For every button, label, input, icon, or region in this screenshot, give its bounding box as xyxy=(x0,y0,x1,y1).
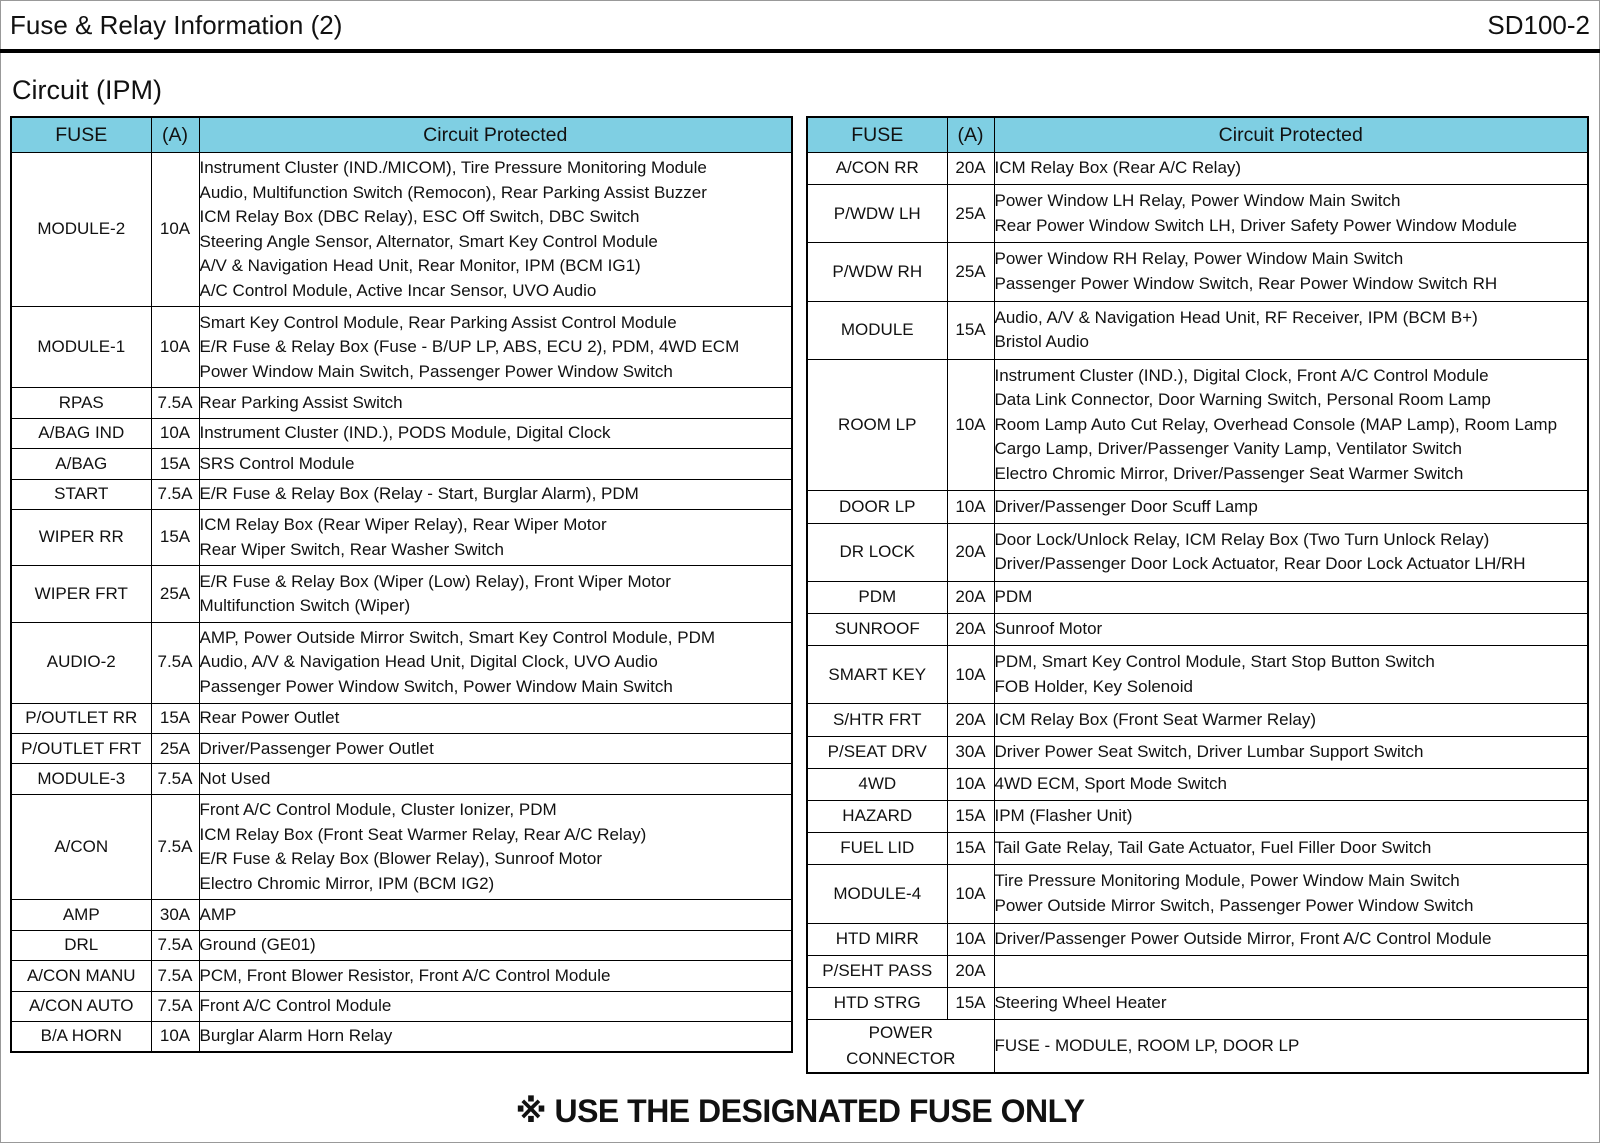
circuit-line: A/V & Navigation Head Unit, Rear Monitor, IPM (BCM IG1) xyxy=(199,256,641,276)
table-header-row xyxy=(11,117,792,153)
circuit-protected xyxy=(994,614,1588,646)
page-code: SD100-2 xyxy=(1487,10,1590,40)
circuit-protected xyxy=(199,622,792,703)
circuit-line: Ground (GE01) xyxy=(199,935,316,955)
circuit-line: AMP, Power Outside Mirror Switch, Smart Key Control Module, PDM xyxy=(199,627,716,647)
circuit-protected xyxy=(199,449,792,479)
fuse-amperage: 10A xyxy=(151,307,199,388)
circuit-protected xyxy=(199,764,792,794)
circuit-line: Audio, A/V & Navigation Head Unit, Digital Clock, UVO Audio xyxy=(199,652,658,672)
fuse-row xyxy=(11,449,792,479)
fuse-amperage: 20A xyxy=(947,153,994,185)
circuit-line: Audio, A/V & Navigation Head Unit, RF Receiver, IPM (BCM B+) xyxy=(994,307,1478,327)
circuit-line: Multifunction Switch (Wiper) xyxy=(199,596,411,616)
circuit-protected xyxy=(199,307,792,388)
circuit-line: FUSE - MODULE, ROOM LP, DOOR LP xyxy=(994,1035,1300,1055)
circuit-line: E/R Fuse & Relay Box (Wiper (Low) Relay), Front Wiper Motor xyxy=(199,571,671,591)
circuit-protected xyxy=(994,523,1588,581)
circuit-line: PDM xyxy=(994,587,1033,607)
circuit-line: ICM Relay Box (DBC Relay), ESC Off Switch, DBC Switch xyxy=(199,207,640,227)
circuit-line: Not Used xyxy=(199,768,271,788)
fuse-amperage: 20A xyxy=(947,523,994,581)
fuse-amperage: 15A xyxy=(151,509,199,565)
fuse-amperage: 25A xyxy=(947,185,994,243)
fuse-amperage: 20A xyxy=(947,614,994,646)
fuse-name: WIPER RR xyxy=(11,509,151,565)
circuit-protected xyxy=(994,491,1588,523)
fuse-amperage: 7.5A xyxy=(151,930,199,960)
circuit-line: E/R Fuse & Relay Box (Relay - Start, Burglar Alarm), PDM xyxy=(199,483,639,503)
fuse-name: MODULE-4 xyxy=(807,865,947,923)
table-header-row xyxy=(807,117,1588,153)
fuse-name: MODULE xyxy=(807,301,947,359)
fuse-amperage: 15A xyxy=(947,833,994,865)
fuse-name: P/OUTLET FRT xyxy=(11,734,151,764)
circuit-line: IPM (Flasher Unit) xyxy=(994,806,1133,826)
circuit-protected xyxy=(199,388,792,418)
circuit-protected xyxy=(199,794,792,899)
circuit-line: Rear Power Window Switch LH, Driver Safety Power Window Module xyxy=(994,215,1517,235)
fuse-row xyxy=(807,614,1588,646)
fuse-row xyxy=(11,509,792,565)
fuse-amperage: 10A xyxy=(151,1021,199,1051)
fuse-row xyxy=(807,581,1588,613)
fuse-name: PDM xyxy=(807,581,947,613)
circuit-protected xyxy=(199,734,792,764)
circuit-protected xyxy=(994,955,1588,987)
circuit-line: Instrument Cluster (IND.), PODS Module, Digital Clock xyxy=(199,423,611,443)
fuse-row xyxy=(807,646,1588,704)
circuit-line: 4WD ECM, Sport Mode Switch xyxy=(994,774,1227,794)
fuse-name: HTD STRG xyxy=(807,987,947,1019)
circuit-line: Cargo Lamp, Driver/Passenger Vanity Lamp, Ventilator Switch xyxy=(994,439,1462,459)
circuit-protected xyxy=(994,153,1588,185)
fuse-amperage: 30A xyxy=(947,736,994,768)
circuit-protected xyxy=(994,704,1588,736)
fuse-name xyxy=(807,1020,994,1074)
fuse-name: DRL xyxy=(11,930,151,960)
fuse-name: HTD MIRR xyxy=(807,923,947,955)
circuit-line: SRS Control Module xyxy=(199,453,355,473)
fuse-amperage: 10A xyxy=(947,491,994,523)
circuit-line: Driver/Passenger Door Scuff Lamp xyxy=(994,496,1258,516)
fuse-name: A/CON MANU xyxy=(11,961,151,991)
circuit-line: Passenger Power Window Switch, Power Window Main Switch xyxy=(199,676,673,696)
fuse-row xyxy=(11,1021,792,1051)
circuit-line: ICM Relay Box (Rear Wiper Relay), Rear Wiper Motor xyxy=(199,515,607,535)
fuse-amperage: 7.5A xyxy=(151,794,199,899)
fuse-name: P/SEAT DRV xyxy=(807,736,947,768)
fuse-name: 4WD xyxy=(807,768,947,800)
circuit-protected xyxy=(199,418,792,448)
fuse-amperage: 25A xyxy=(947,243,994,301)
amp-column-header: (A) xyxy=(947,117,994,153)
fuse-row xyxy=(807,736,1588,768)
circuit-protected xyxy=(994,646,1588,704)
circuit-protected xyxy=(994,243,1588,301)
fuse-column-header: FUSE xyxy=(807,117,947,153)
circuit-protected xyxy=(994,923,1588,955)
fuse-name: MODULE-3 xyxy=(11,764,151,794)
circuit-protected xyxy=(199,991,792,1021)
fuse-row xyxy=(807,301,1588,359)
fuse-row xyxy=(11,622,792,703)
circuit-line: Passenger Power Window Switch, Rear Power Window Switch RH xyxy=(994,273,1498,293)
circuit-protected xyxy=(994,800,1588,832)
circuit-protected xyxy=(994,833,1588,865)
circuit-line: ICM Relay Box (Rear A/C Relay) xyxy=(994,158,1242,178)
fuse-row xyxy=(11,900,792,930)
circuit-line: Front A/C Control Module, Cluster Ionizer, PDM xyxy=(199,800,557,820)
fuse-amperage: 7.5A xyxy=(151,991,199,1021)
circuit-line: Rear Power Outlet xyxy=(199,708,340,728)
circuit-line: Bristol Audio xyxy=(994,332,1089,352)
fuse-row xyxy=(807,987,1588,1019)
fuse-row xyxy=(807,865,1588,923)
left-fuse-table xyxy=(10,116,793,1053)
circuit-line: Driver/Passenger Power Outside Mirror, Front A/C Control Module xyxy=(994,928,1492,948)
circuit-protected xyxy=(199,509,792,565)
circuit-line: Steering Wheel Heater xyxy=(994,993,1167,1013)
fuse-row xyxy=(807,491,1588,523)
amp-column-header: (A) xyxy=(151,117,199,153)
fuse-row xyxy=(807,923,1588,955)
circuit-line: Power Outside Mirror Switch, Passenger Power Window Switch xyxy=(994,895,1474,915)
circuit-protected xyxy=(199,1021,792,1051)
fuse-amperage: 10A xyxy=(947,923,994,955)
fuse-amperage: 7.5A xyxy=(151,388,199,418)
fuse-name: P/WDW RH xyxy=(807,243,947,301)
circuit-protected xyxy=(994,359,1588,491)
circuit-protected xyxy=(994,1020,1588,1074)
circuit-line: Power Window LH Relay, Power Window Main Switch xyxy=(994,191,1401,211)
circuit-line: Driver/Passenger Door Lock Actuator, Rear Door Lock Actuator LH/RH xyxy=(994,554,1526,574)
fuse-row xyxy=(807,768,1588,800)
fuse-name: P/OUTLET RR xyxy=(11,703,151,733)
fuse-row xyxy=(11,388,792,418)
fuse-name: A/BAG IND xyxy=(11,418,151,448)
circuit-line: Electro Chromic Mirror, IPM (BCM IG2) xyxy=(199,873,495,893)
circuit-line: PDM, Smart Key Control Module, Start Stop Button Switch xyxy=(994,652,1435,672)
circuit-line: FOB Holder, Key Solenoid xyxy=(994,676,1193,696)
fuse-amperage: 25A xyxy=(151,566,199,622)
circuit-protected xyxy=(199,566,792,622)
fuse-row xyxy=(807,359,1588,491)
fuse-row xyxy=(11,991,792,1021)
right-table-body xyxy=(807,153,1588,1074)
fuse-amperage: 10A xyxy=(151,418,199,448)
circuit-protected xyxy=(994,768,1588,800)
fuse-name: A/CON AUTO xyxy=(11,991,151,1021)
fuse-name-line: CONNECTOR xyxy=(846,1049,956,1069)
fuse-amperage: 10A xyxy=(947,865,994,923)
fuse-row xyxy=(807,833,1588,865)
circuit-line: Driver/Passenger Power Outlet xyxy=(199,738,434,758)
fuse-amperage: 20A xyxy=(947,955,994,987)
circuit-protected xyxy=(199,930,792,960)
fuse-name: WIPER FRT xyxy=(11,566,151,622)
fuse-name: RPAS xyxy=(11,388,151,418)
fuse-row xyxy=(11,703,792,733)
circuit-protected xyxy=(199,961,792,991)
fuse-amperage: 7.5A xyxy=(151,764,199,794)
fuse-amperage: 20A xyxy=(947,704,994,736)
circuit-line: Instrument Cluster (IND./MICOM), Tire Pressure Monitoring Module xyxy=(199,158,707,178)
circuit-line: Rear Parking Assist Switch xyxy=(199,392,403,412)
circuit-protected xyxy=(994,736,1588,768)
circuit-protected xyxy=(994,301,1588,359)
fuse-row xyxy=(807,185,1588,243)
circuit-line: ICM Relay Box (Front Seat Warmer Relay, Rear A/C Relay) xyxy=(199,824,647,844)
circuit-line: Power Window RH Relay, Power Window Main Switch xyxy=(994,249,1404,269)
circuit-line: Instrument Cluster (IND.), Digital Clock, Front A/C Control Module xyxy=(994,365,1489,385)
fuse-row xyxy=(11,764,792,794)
circuit-line: Sunroof Motor xyxy=(994,619,1103,639)
fuse-name: A/CON xyxy=(11,794,151,899)
fuse-amperage: 15A xyxy=(947,800,994,832)
circuit-line: Tail Gate Relay, Tail Gate Actuator, Fuel Filler Door Switch xyxy=(994,838,1432,858)
circuit-column-header: Circuit Protected xyxy=(199,117,792,153)
fuse-amperage: 10A xyxy=(947,359,994,491)
fuse-row xyxy=(807,800,1588,832)
fuse-row xyxy=(11,794,792,899)
circuit-protected xyxy=(994,987,1588,1019)
right-fuse-table xyxy=(806,116,1589,1074)
fuse-name: FUEL LID xyxy=(807,833,947,865)
fuse-row xyxy=(807,955,1588,987)
circuit-protected xyxy=(994,185,1588,243)
page-title: Fuse & Relay Information (2) xyxy=(10,10,343,40)
circuit-line: Tire Pressure Monitoring Module, Power Window Main Switch xyxy=(994,871,1460,891)
fuse-row xyxy=(807,1020,1588,1074)
fuse-row xyxy=(807,243,1588,301)
fuse-amperage: 15A xyxy=(947,987,994,1019)
page-header xyxy=(0,0,1600,53)
fuse-name: DR LOCK xyxy=(807,523,947,581)
circuit-protected xyxy=(199,900,792,930)
circuit-line: E/R Fuse & Relay Box (Blower Relay), Sunroof Motor xyxy=(199,849,602,869)
circuit-protected xyxy=(994,865,1588,923)
circuit-line: Rear Wiper Switch, Rear Washer Switch xyxy=(199,539,505,559)
fuse-row xyxy=(11,479,792,509)
designated-fuse-warning: ※ USE THE DESIGNATED FUSE ONLY xyxy=(515,1093,1085,1129)
fuse-row xyxy=(11,307,792,388)
fuse-name: START xyxy=(11,479,151,509)
circuit-protected xyxy=(199,479,792,509)
circuit-line: A/C Control Module, Active Incar Sensor, UVO Audio xyxy=(199,280,597,300)
fuse-name: S/HTR FRT xyxy=(807,704,947,736)
circuit-line: Electro Chromic Mirror, Driver/Passenger Seat Warmer Switch xyxy=(994,463,1464,483)
fuse-name: AMP xyxy=(11,900,151,930)
fuse-amperage: 30A xyxy=(151,900,199,930)
fuse-name: P/SEHT PASS xyxy=(807,955,947,987)
circuit-line: Power Window Main Switch, Passenger Power Window Switch xyxy=(199,361,673,381)
fuse-row xyxy=(11,566,792,622)
fuse-name: SUNROOF xyxy=(807,614,947,646)
fuse-amperage: 7.5A xyxy=(151,961,199,991)
fuse-name: MODULE-2 xyxy=(11,153,151,307)
circuit-column-header: Circuit Protected xyxy=(994,117,1588,153)
fuse-row xyxy=(11,418,792,448)
fuse-column-header: FUSE xyxy=(11,117,151,153)
left-table-body xyxy=(11,153,792,1052)
fuse-amperage: 10A xyxy=(947,646,994,704)
circuit-line: PCM, Front Blower Resistor, Front A/C Control Module xyxy=(199,965,611,985)
circuit-protected xyxy=(199,703,792,733)
fuse-name: B/A HORN xyxy=(11,1021,151,1051)
fuse-name: A/CON RR xyxy=(807,153,947,185)
circuit-line: Data Link Connector, Door Warning Switch, Personal Room Lamp xyxy=(994,390,1491,410)
fuse-amperage: 7.5A xyxy=(151,479,199,509)
circuit-line: Door Lock/Unlock Relay, ICM Relay Box (Two Turn Unlock Relay) xyxy=(994,529,1490,549)
fuse-row xyxy=(11,930,792,960)
fuse-amperage: 15A xyxy=(947,301,994,359)
circuit-line: Smart Key Control Module, Rear Parking Assist Control Module xyxy=(199,312,677,332)
circuit-line: Driver Power Seat Switch, Driver Lumbar Support Switch xyxy=(994,741,1424,761)
circuit-line: Burglar Alarm Horn Relay xyxy=(199,1026,393,1046)
fuse-row xyxy=(807,523,1588,581)
fuse-name: ROOM LP xyxy=(807,359,947,491)
fuse-row xyxy=(11,961,792,991)
fuse-name: SMART KEY xyxy=(807,646,947,704)
fuse-amperage: 25A xyxy=(151,734,199,764)
fuse-name: MODULE-1 xyxy=(11,307,151,388)
circuit-line: Front A/C Control Module xyxy=(199,995,392,1015)
fuse-row xyxy=(807,704,1588,736)
circuit-line: Room Lamp Auto Cut Relay, Overhead Console (MAP Lamp), Room Lamp xyxy=(994,414,1558,434)
circuit-line: AMP xyxy=(199,904,237,924)
circuit-protected xyxy=(199,153,792,307)
circuit-protected xyxy=(994,581,1588,613)
fuse-amperage: 7.5A xyxy=(151,622,199,703)
fuse-amperage: 15A xyxy=(151,449,199,479)
section-title: Circuit (IPM) xyxy=(12,75,162,105)
fuse-name: AUDIO-2 xyxy=(11,622,151,703)
fuse-amperage: 10A xyxy=(151,153,199,307)
fuse-amperage: 20A xyxy=(947,581,994,613)
fuse-name: HAZARD xyxy=(807,800,947,832)
fuse-name: DOOR LP xyxy=(807,491,947,523)
fuse-name-line: POWER xyxy=(868,1023,933,1043)
circuit-line: ICM Relay Box (Front Seat Warmer Relay) xyxy=(994,709,1316,729)
circuit-line: E/R Fuse & Relay Box (Fuse - B/UP LP, ABS, ECU 2), PDM, 4WD ECM xyxy=(199,337,740,357)
fuse-amperage: 15A xyxy=(151,703,199,733)
fuse-amperage: 10A xyxy=(947,768,994,800)
fuse-row xyxy=(11,734,792,764)
fuse-name: A/BAG xyxy=(11,449,151,479)
fuse-name: P/WDW LH xyxy=(807,185,947,243)
circuit-line: Steering Angle Sensor, Alternator, Smart Key Control Module xyxy=(199,231,658,251)
circuit-line: Audio, Multifunction Switch (Remocon), Rear Parking Assist Buzzer xyxy=(199,182,707,202)
fuse-row xyxy=(807,153,1588,185)
fuse-row xyxy=(11,153,792,307)
